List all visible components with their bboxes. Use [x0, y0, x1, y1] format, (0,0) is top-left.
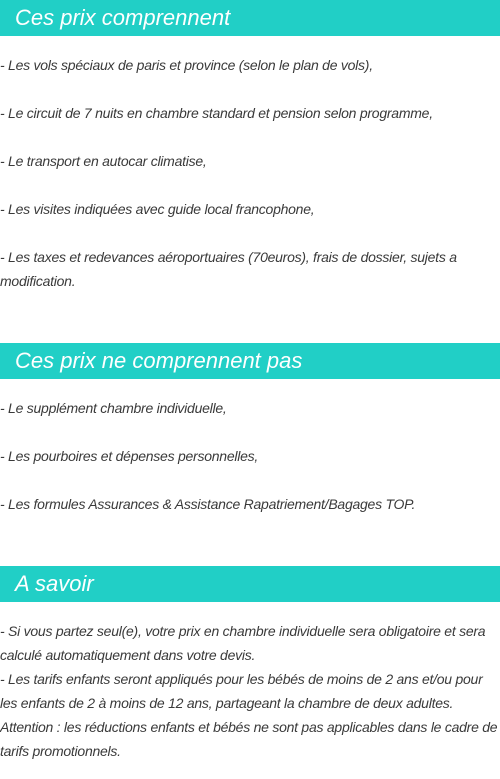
excluded-item-insurance: - Les formules Assurances & Assistance Rapatriement/Bagages TOP. [0, 496, 416, 512]
included-item-flights: - Les vols spéciaux de paris et province (selon le plan de vols), [0, 57, 373, 73]
included-item-circuit: - Le circuit de 7 nuits en chambre standard et pension selon programme, [0, 105, 433, 121]
included-item-taxes: - Les taxes et redevances aéroportuaires (70euros), frais de dossier, sujets a modification. [0, 249, 457, 289]
info-item-single-traveler: - Si vous partez seul(e), votre prix en chambre individuelle sera obligatoire et sera calculé automatiquement dans votre devis. [0, 623, 486, 663]
excluded-item-tips: - Les pourboires et dépenses personnelles, [0, 448, 259, 464]
excluded-item-single-room: - Le supplément chambre individuelle, [0, 400, 227, 416]
included-item-transport: - Le transport en autocar climatise, [0, 153, 207, 169]
section-header-good-to-know: A savoir [0, 566, 500, 602]
info-item-attention: Attention : les réductions enfants et bébés ne sont pas applicables dans le cadre de tarifs promotionnels. [0, 719, 498, 759]
included-item-visits: - Les visites indiquées avec guide local francophone, [0, 201, 315, 217]
section-header-included: Ces prix comprennent [0, 0, 500, 36]
section-header-not-included: Ces prix ne comprennent pas [0, 343, 500, 379]
info-item-child-rates: - Les tarifs enfants seront appliqués pour les bébés de moins de 2 ans et/ou pour les enfants de 2 à moins de 12 ans, partageant la chambre de deux adultes. [0, 671, 483, 711]
